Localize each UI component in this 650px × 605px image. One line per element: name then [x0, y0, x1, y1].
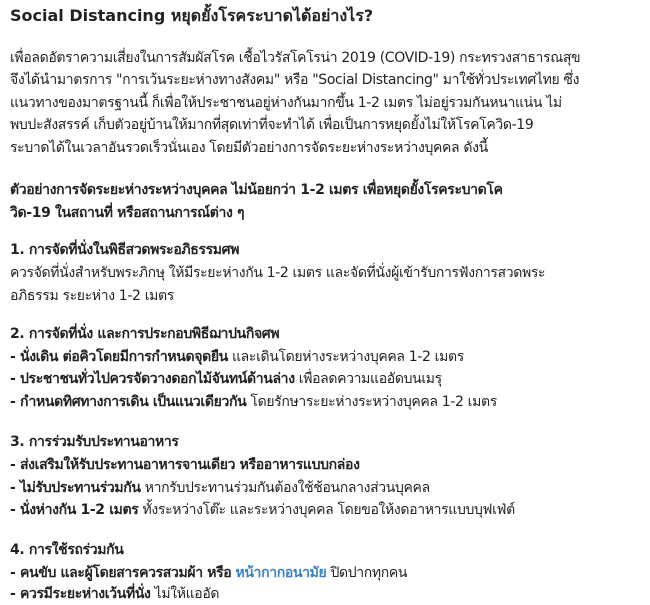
- section-4-heading: 4. การใช้รถร่วมกัน: [10, 542, 124, 558]
- item-bold-text: - นั่งห่างกัน 1-2 เมตร: [10, 502, 139, 518]
- intro-line: พบปะสังสรรค์ เก็บตัวอยู่บ้านให้มากที่สุดเท่าที่จะทำได้ เพื่อเป็นการหยุดยั้งไม่ให้โรคโควิด-19: [10, 117, 534, 133]
- section-4-item: [10, 562, 407, 584]
- item-text: หากรับประทานร่วมกันต้องใช้ช้อนกลางส่วนบุคคล: [140, 480, 430, 496]
- item-text: ปิดปากทุกคน: [326, 565, 408, 581]
- section-2-item: [10, 346, 464, 368]
- item-text: ทั้งระหว่างโต๊ะ และระหว่างบุคคล โดยขอให้งดอาหารแบบบุฟเฟ่ต์: [138, 502, 515, 518]
- section-4-item: [10, 583, 219, 605]
- item-bold-text: - นั่งเดิน ต่อคิวโดยมีการกำหนดจุดยืน: [10, 349, 228, 365]
- subheading-line: วิด-19 ในสถานที่ หรือสถานการณ์ต่าง ๆ: [10, 205, 245, 221]
- section-3-item: [10, 454, 360, 476]
- item-text: เพื่อลดความแออัดบนเมรุ: [294, 371, 442, 387]
- section-2-item: [10, 368, 442, 390]
- intro-line: แนวทางของมาตรฐานนี้ ก็เพื่อให้ประชาชนอยู่ห่างกันมากขึ้น 1-2 เมตร ไม่อยู่รวมกันหนาแน่น ไม่: [10, 95, 562, 111]
- intro-line: ระบาดได้ในเวลาอันรวดเร็วนั่นเอง โดยมีตัวอย่างการจัดระยะห่างระหว่างบุคคล ดังนี้: [10, 140, 488, 156]
- section-2-item: [10, 391, 497, 413]
- item-bold-text: - กำหนดทิศทางการเดิน เป็นแนวเดียวกัน: [10, 394, 247, 410]
- section-3-item: [10, 499, 515, 521]
- item-bold-text: - ประชาชนทั่วไปควรจัดวางดอกไม้จันทน์ด้านล่าง: [10, 371, 295, 387]
- section-2-heading: 2. การจัดที่นั่ง และการประกอบพิธีฌาปนกิจศพ: [10, 326, 280, 342]
- intro-line: จึงได้นำมาตรการ "การเว้นระยะห่างทางสังคม" หรือ "Social Distancing" มาใช้ทั่วประเทศไทย ซึ่ง: [10, 72, 580, 88]
- item-bold-text: - ส่งเสริมให้รับประทานอาหารจานเดียว หรืออาหารแบบกล่อง: [10, 457, 360, 473]
- section-1-text: ควรจัดที่นั่งสำหรับพระภิกษุ ให้มีระยะห่างกัน 1-2 เมตร และจัดที่นั่งผู้เข้ารับการฟังการสวดพระ: [10, 265, 546, 281]
- face-mask-link[interactable]: หน้ากากอนามัย: [235, 565, 327, 581]
- item-bold-text: - ไม่รับประทานร่วมกัน: [10, 480, 141, 496]
- section-3-item: [10, 477, 430, 499]
- item-bold-text: - ควรมีระยะห่างเว้นที่นั่ง: [10, 586, 151, 602]
- item-text: ไม่ให้แออัด: [150, 586, 220, 602]
- section-3-heading: 3. การร่วมรับประทานอาหาร: [10, 434, 179, 450]
- item-bold-text: - คนขับ และผู้โดยสารควรสวมผ้า หรือ: [10, 565, 232, 581]
- article-title: Social Distancing หยุดยั้งโรคระบาดได้อย่างไร?: [10, 6, 374, 25]
- section-1-heading: 1. การจัดที่นั่งในพิธีสวดพระอภิธรรมศพ: [10, 242, 240, 258]
- section-1-text: อภิธรรม ระยะห่าง 1-2 เมตร: [10, 288, 174, 304]
- item-text: และเดินโดยห่างระหว่างบุคคล 1-2 เมตร: [227, 349, 464, 365]
- subheading-line: ตัวอย่างการจัดระยะห่างระหว่างบุคคล ไม่น้อยกว่า 1-2 เมตร เพื่อหยุดยั้งโรคระบาดโค: [10, 182, 503, 198]
- item-text: โดยรักษาระยะห่างระหว่างบุคคล 1-2 เมตร: [246, 394, 497, 410]
- intro-line: เพื่อลดอัตราความเสี่ยงในการสัมผัสโรค เชื้อไวรัสโคโรน่า 2019 (COVID-19) กระทรวงสาธารณสุข: [10, 50, 581, 66]
